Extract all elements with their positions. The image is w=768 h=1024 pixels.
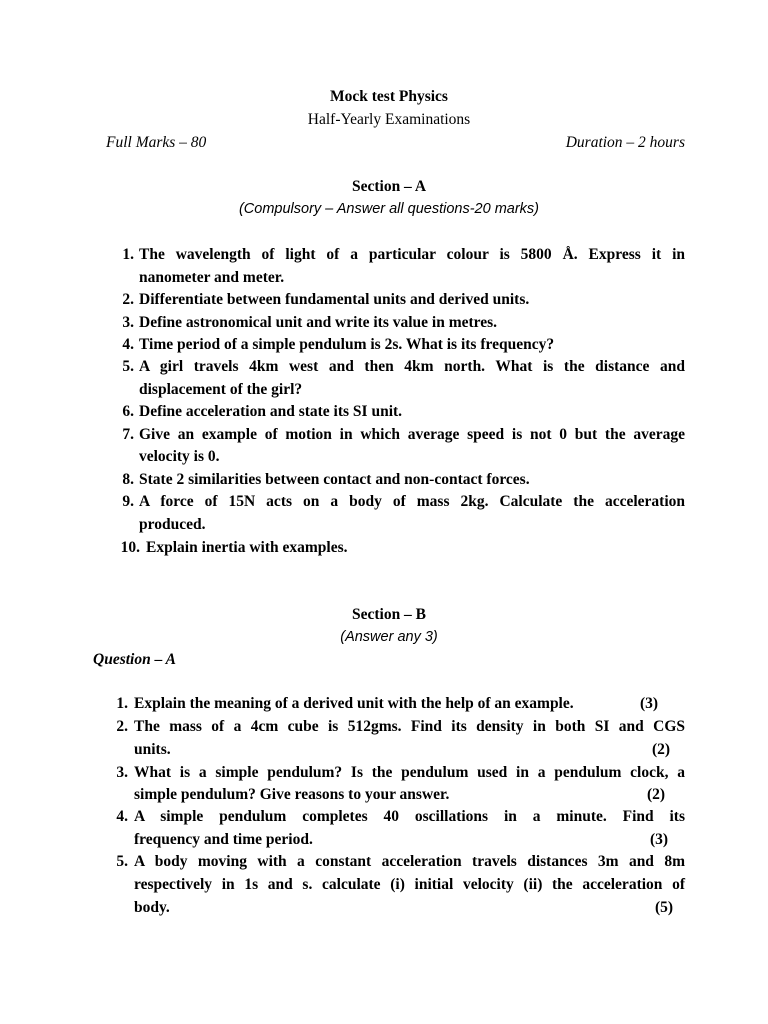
question-marks: (2): [652, 741, 671, 758]
question-text: Give an example of motion in which average speed is not 0 but the average: [139, 426, 685, 443]
question-text: A girl travels 4km west and then 4km north. What is the distance and: [139, 358, 685, 375]
question-text: The wavelength of light of a particular colour is 5800 Å. Express it in: [139, 246, 685, 263]
question-text: State 2 similarities between contact and non-contact forces.: [139, 471, 530, 488]
question-text: Time period of a simple pendulum is 2s. What is its frequency?: [139, 336, 555, 353]
question-text: Explain the meaning of a derived unit with the help of an example.: [134, 695, 574, 712]
question-number: 9.: [122, 493, 134, 510]
question-number: 5.: [122, 358, 134, 375]
section-b-instruction: (Answer any 3): [340, 629, 438, 645]
full-marks: Full Marks – 80: [106, 134, 207, 151]
question-number: 10.: [120, 539, 140, 556]
question-number: 4.: [116, 808, 128, 825]
question-marks: (3): [650, 831, 669, 848]
question-text: respectively in 1s and s. calculate (i) initial velocity (ii) the acceleration of: [134, 876, 685, 893]
question-text: simple pendulum? Give reasons to your answer.: [134, 786, 450, 803]
question-number: 1.: [122, 246, 134, 263]
question-number: 4.: [122, 336, 134, 353]
question-text: nanometer and meter.: [139, 269, 285, 286]
section-b-heading: Section – B: [351, 606, 427, 623]
duration: Duration – 2 hours: [565, 134, 685, 151]
question-marks: (5): [655, 899, 674, 916]
question-text: velocity is 0.: [139, 448, 220, 465]
question-text: Explain inertia with examples.: [146, 539, 348, 556]
question-number: 2.: [122, 291, 134, 308]
question-text: produced.: [139, 516, 206, 533]
question-number: 1.: [116, 695, 128, 712]
question-number: 8.: [122, 471, 134, 488]
question-number: 5.: [116, 853, 128, 870]
question-number: 2.: [116, 718, 128, 735]
question-text: The mass of a 4cm cube is 512gms. Find its density in both SI and CGS: [134, 718, 685, 735]
question-number: 7.: [122, 426, 134, 443]
question-text: units.: [134, 741, 171, 758]
question-text: body.: [134, 899, 170, 916]
question-marks: (2): [647, 786, 666, 803]
question-text: Differentiate between fundamental units and derived units.: [139, 291, 530, 308]
question-text: A body moving with a constant acceleration travels distances 3m and 8m: [134, 853, 685, 870]
question-text: A force of 15N acts on a body of mass 2kg. Calculate the acceleration: [139, 493, 685, 510]
question-text: A simple pendulum completes 40 oscillations in a minute. Find its: [134, 808, 685, 825]
section-a-instruction: (Compulsory – Answer all questions-20 marks): [238, 201, 540, 217]
question-text: Define astronomical unit and write its value in metres.: [139, 314, 498, 331]
question-text: displacement of the girl?: [139, 381, 303, 398]
section-a-heading: Section – A: [351, 178, 427, 195]
question-number: 6.: [122, 403, 134, 420]
question-marks: (3): [640, 695, 659, 712]
question-text: What is a simple pendulum? Is the pendulum used in a pendulum clock, a: [134, 764, 685, 781]
question-a-label: Question – A: [93, 651, 176, 668]
exam-subtitle: Half-Yearly Examinations: [307, 111, 471, 128]
question-number: 3.: [116, 764, 128, 781]
question-text: frequency and time period.: [134, 831, 313, 848]
exam-title: Mock test Physics: [330, 88, 448, 105]
question-text: Define acceleration and state its SI unit.: [139, 403, 403, 420]
question-number: 3.: [122, 314, 134, 331]
